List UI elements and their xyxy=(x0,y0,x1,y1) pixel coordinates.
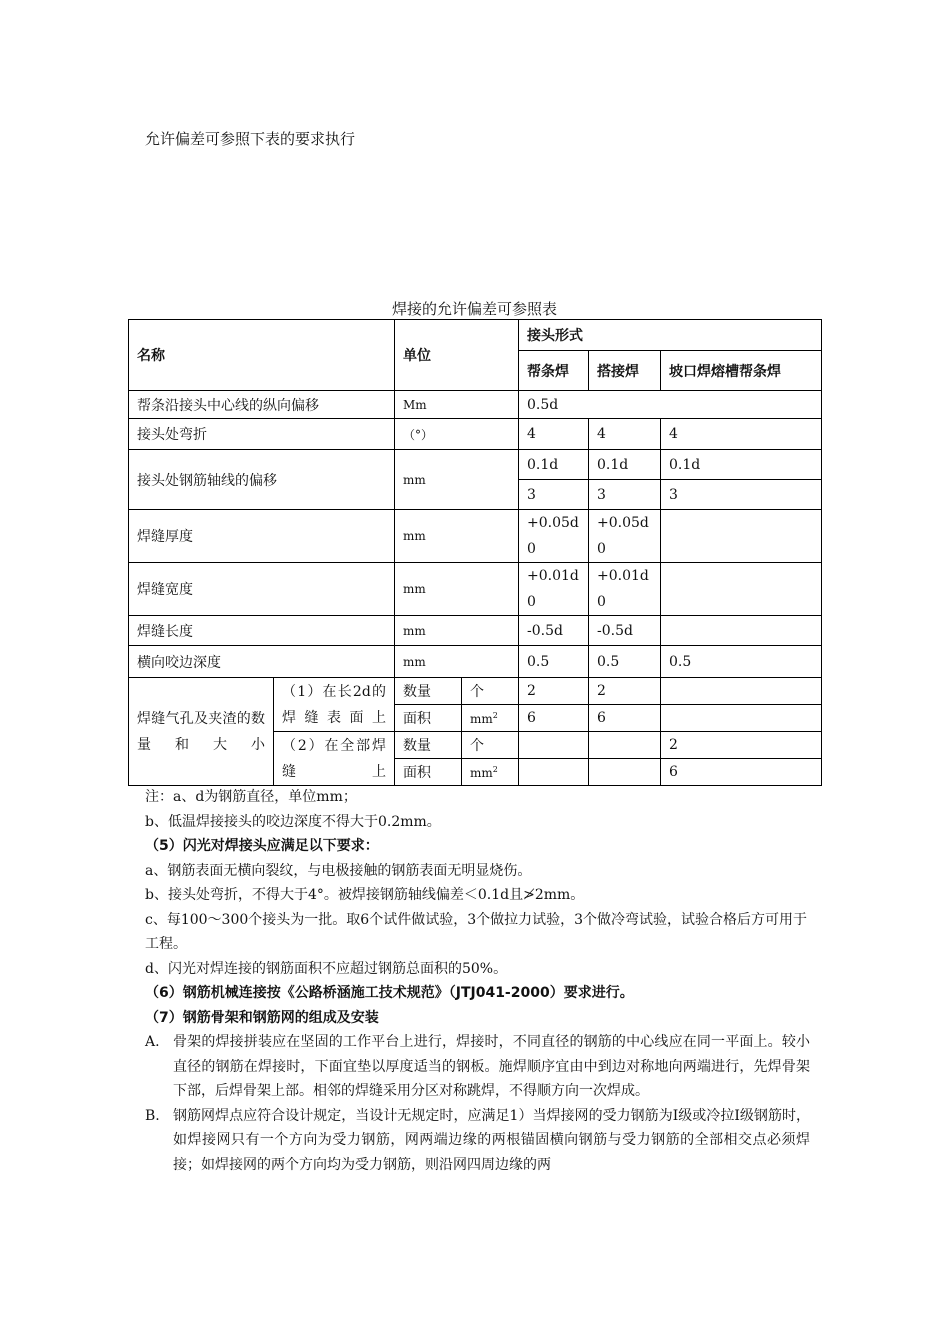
row-value: 4 xyxy=(589,419,661,450)
row-name: 焊缝厚度 xyxy=(129,510,395,563)
row-value: 0.1d xyxy=(661,450,822,480)
row-value xyxy=(519,732,589,759)
table-row xyxy=(129,563,822,616)
row-value: 2 xyxy=(589,678,661,705)
unit-area xyxy=(462,705,519,732)
item-5a: a、钢筋表面无横向裂纹，与电极接触的钢筋表面无明显烧伤。 xyxy=(145,862,532,879)
row-value: 0.5 xyxy=(519,646,589,678)
unit-area xyxy=(462,759,519,786)
item-A-text: 骨架的焊接拼装应在坚固的工作平台上进行，焊接时，不同直径的钢筋的中心线应在同一平面上。较小直径的钢筋在焊接时，下面宜垫以厚度适当的钢板。施焊顺序宜由中到边对称地向两端进行，先焊骨架下部，后焊骨架上部。相邻的焊缝采用分区对称跳焊，不得顺方向一次焊成。 xyxy=(173,1034,810,1099)
row-value: 0.5 xyxy=(589,646,661,678)
row-name: 接头处钢筋轴线的偏移 xyxy=(129,450,395,510)
row-unit: mm xyxy=(395,616,519,646)
row-value: -0.5d xyxy=(519,616,589,646)
notes-section xyxy=(145,785,810,1177)
intro-text: 允许偏差可参照下表的要求执行 xyxy=(145,130,356,148)
row-value: 3 xyxy=(589,480,661,510)
table-row xyxy=(129,646,822,678)
table-caption: 焊接的允许偏差可参照表 xyxy=(391,300,557,318)
header-name: 名称 xyxy=(129,320,395,391)
row-value: 4 xyxy=(661,419,822,450)
row-value: 6 xyxy=(519,705,589,732)
row-name: 帮条沿接头中心线的纵向偏移 xyxy=(129,391,395,419)
heading-7: （7）钢筋骨架和钢筋网的组成及安装 xyxy=(145,1009,379,1026)
row-name: 焊缝长度 xyxy=(129,616,395,646)
row-value: 2 xyxy=(661,732,822,759)
row-value: +0.05d 0 xyxy=(589,510,661,563)
heading-6: （6）钢筋机械连接按《公路桥涵施工技术规范》（JTJ041-2000）要求进行。 xyxy=(145,985,634,1001)
pores-name: 焊缝气孔及夹渣的数量和大小 xyxy=(129,678,274,786)
heading-5: （5）闪光对焊接头应满足以下要求： xyxy=(145,838,379,854)
row-unit: mm xyxy=(395,510,519,563)
item-5c: c、每100～300个接头为一批。取6个试件做试验，3个做拉力试验，3个做冷弯试验，试验合格后方可用于工程。 xyxy=(145,911,808,952)
header-col1: 帮条焊 xyxy=(519,351,589,391)
row-value xyxy=(661,678,822,705)
table-row xyxy=(129,510,822,563)
item-B xyxy=(145,1104,810,1178)
row-value: +0.05d 0 xyxy=(519,510,589,563)
row-value: -0.5d xyxy=(589,616,661,646)
table-row xyxy=(129,616,822,646)
note-b: b、低温焊接接头的咬边深度不得大于0.2mm。 xyxy=(145,813,441,830)
unit-area-base: mm xyxy=(470,765,493,780)
row-value: 0.1d xyxy=(589,450,661,480)
row-value: 3 xyxy=(661,480,822,510)
unit-count: 个 xyxy=(462,732,519,759)
row-name: 横向咬边深度 xyxy=(129,646,395,678)
header-joint-type: 接头形式 xyxy=(519,320,822,351)
row-value-merged: 0.5d xyxy=(519,391,822,419)
pores-group2: （2）在全部焊缝上 xyxy=(274,732,395,786)
row-value xyxy=(589,732,661,759)
item-A xyxy=(145,1030,810,1104)
row-value: +0.01d 0 xyxy=(589,563,661,616)
area-label: 面积 xyxy=(395,705,462,732)
row-value xyxy=(661,510,822,563)
row-value: +0.01d 0 xyxy=(519,563,589,616)
qty-label: 数量 xyxy=(395,732,462,759)
area-label: 面积 xyxy=(395,759,462,786)
row-value xyxy=(661,705,822,732)
row-unit: mm xyxy=(395,646,519,678)
unit-count: 个 xyxy=(462,678,519,705)
table-row xyxy=(129,450,822,480)
row-value xyxy=(589,759,661,786)
item-5d: d、闪光对焊连接的钢筋面积不应超过钢筋总面积的50%。 xyxy=(145,960,508,977)
row-value xyxy=(661,616,822,646)
tolerance-table xyxy=(128,319,822,786)
row-value: 0.1d xyxy=(519,450,589,480)
row-name: 接头处弯折 xyxy=(129,419,395,450)
header-col3: 坡口焊熔槽帮条焊 xyxy=(661,351,822,391)
row-name: 焊缝宽度 xyxy=(129,563,395,616)
item-B-label: B. xyxy=(145,1107,160,1124)
header-col2: 搭接焊 xyxy=(589,351,661,391)
row-unit: Mm xyxy=(395,391,519,419)
item-5b: b、接头处弯折，不得大于4°。被焊接钢筋轴线偏差＜0.1d且≯2mm。 xyxy=(145,887,585,903)
item-A-label: A. xyxy=(145,1034,160,1050)
row-value: 6 xyxy=(589,705,661,732)
row-value: 2 xyxy=(519,678,589,705)
pores-group1: （1）在长2d的焊缝表面上 xyxy=(274,678,395,732)
qty-label: 数量 xyxy=(395,678,462,705)
row-value xyxy=(519,759,589,786)
row-unit: mm xyxy=(395,450,519,510)
item-B-text: 钢筋网焊点应符合设计规定，当设计无规定时，应满足1）当焊接网的受力钢筋为Ⅰ级或冷拉Ⅰ级钢筋时，如焊接网只有一个方向为受力钢筋，网两端边缘的两根锚固横向钢筋与受力钢筋的全部相交点必须焊接；如焊接网的两个方向均为受力钢筋，则沿网四周边缘的两 xyxy=(173,1107,810,1173)
row-value: 3 xyxy=(519,480,589,510)
row-unit: mm xyxy=(395,563,519,616)
row-value: 4 xyxy=(519,419,589,450)
unit-area-base: mm xyxy=(470,711,493,726)
row-value: 0.5 xyxy=(661,646,822,678)
unit-area-sup: 2 xyxy=(492,710,498,720)
unit-area-sup: 2 xyxy=(492,764,498,774)
table-row xyxy=(129,419,822,450)
row-value: 6 xyxy=(661,759,822,786)
row-value xyxy=(661,563,822,616)
note-a: 注：a、d为钢筋直径，单位mm； xyxy=(145,789,357,805)
table-row xyxy=(129,678,822,705)
header-unit: 单位 xyxy=(395,320,519,391)
table-row xyxy=(129,391,822,419)
row-unit: （°） xyxy=(395,419,519,450)
